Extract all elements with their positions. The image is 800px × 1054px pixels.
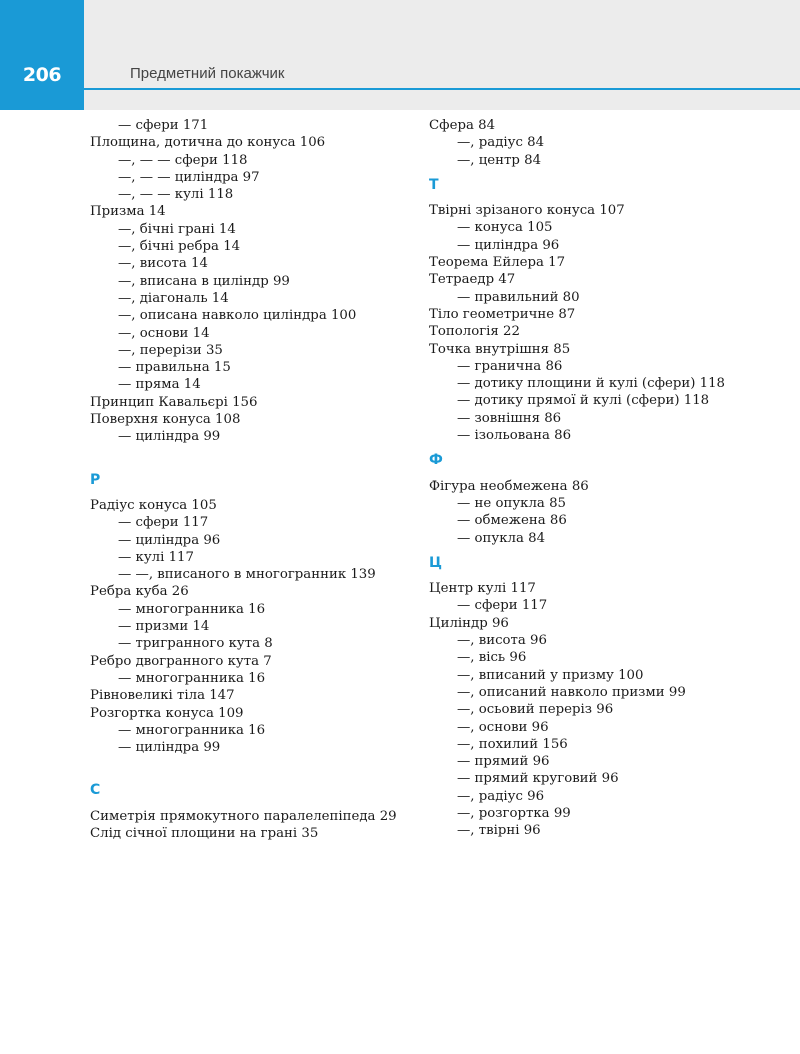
index-subentry: — циліндра 96: [457, 237, 560, 253]
index-subentry: —, розгортка 99: [457, 805, 571, 821]
index-subentry: —, радіус 84: [457, 135, 545, 151]
index-subentry: —, діагональ 14: [118, 290, 229, 306]
index-subentry: — конуса 105: [457, 220, 553, 236]
page-header: [0, 0, 800, 110]
index-subentry: —, осьовий переріз 96: [457, 702, 614, 718]
index-subentry: —, основи 14: [118, 325, 210, 341]
index-subentry: — зовнішня 86: [457, 410, 562, 426]
index-column-left: [90, 117, 410, 842]
index-subentry: — сфери 117: [118, 515, 209, 531]
index-entry: Сфера 84: [429, 118, 496, 133]
index-group-f: [429, 478, 800, 547]
index-entry: Ребра куба 26: [90, 584, 189, 600]
section-letter-s: С: [90, 782, 101, 799]
index-entry: Принцип Кавальєрі 156: [90, 394, 258, 410]
index-subentry: — прямий 96: [457, 754, 550, 770]
index-subentry: —, бічні ребра 14: [118, 239, 241, 255]
index-subentry: — тригранного кута 8: [118, 636, 273, 652]
index-subentry: —, вісь 96: [457, 650, 527, 666]
index-subentry: — циліндра 99: [118, 429, 221, 445]
index-entry: Симетрія прямокутного паралелепіпеда 29: [90, 808, 397, 824]
index-subentry: —, похилий 156: [457, 736, 568, 752]
index-subentry: —, вписаний у призму 100: [457, 667, 644, 683]
index-entry: Тетраедр 47: [429, 272, 516, 288]
index-group-ts: [429, 580, 800, 839]
index-subentry: — —, вписаного в многогранник 139: [118, 567, 376, 583]
index-subentry: — сфери 171: [118, 118, 209, 133]
index-entry: Точка внутрішня 85: [429, 341, 571, 357]
index-subentry: — не опукла 85: [457, 495, 567, 511]
index-subentry: —, — — кулі 118: [118, 187, 234, 203]
index-subentry: —, твірні 96: [457, 823, 541, 839]
index-group-t: [429, 202, 800, 444]
index-entry: Розгортка конуса 109: [90, 705, 244, 721]
index-subentry: —, вписана в циліндр 99: [118, 273, 290, 289]
index-subentry: — гранична 86: [457, 358, 563, 374]
index-subentry: —, основи 96: [457, 719, 549, 735]
index-subentry: —, — — сфери 118: [118, 152, 248, 168]
index-subentry: — прямий круговий 96: [457, 771, 619, 787]
index-entry: Циліндр 96: [429, 615, 509, 631]
index-group-r: [90, 497, 410, 756]
index-entry: Твірні зрізаного конуса 107: [429, 203, 625, 219]
index-entry: Радіус конуса 105: [90, 497, 217, 513]
index-entry: Тіло геометричне 87: [429, 306, 576, 322]
index-subentry: —, радіус 96: [457, 788, 545, 804]
index-entry: Площина, дотична до конуса 106: [90, 135, 326, 151]
section-letter-f: Ф: [429, 452, 443, 469]
index-subentry: —, перерізи 35: [118, 342, 223, 358]
index-subentry: — пряма 14: [118, 377, 201, 393]
index-subentry: — сфери 117: [457, 598, 548, 614]
index-entry: Центр кулі 117: [429, 581, 536, 597]
index-entry: Слід січної площини на грані 35: [90, 825, 319, 841]
page-title: Предметний покажчик: [130, 65, 285, 82]
page-number: 206: [22, 64, 62, 86]
index-subentry: — обмежена 86: [457, 513, 567, 529]
index-subentry: —, висота 14: [118, 256, 208, 272]
index-subentry: — многогранника 16: [118, 722, 266, 738]
index-subentry: — многогранника 16: [118, 601, 266, 617]
index-subentry: —, — — циліндра 97: [118, 169, 260, 185]
page-number-tab: [0, 0, 84, 110]
index-subentry: — правильний 80: [457, 289, 580, 305]
index-entry: Поверхня конуса 108: [90, 412, 241, 428]
index-subentry: —, центр 84: [457, 152, 542, 168]
index-entry: Рівновеликі тіла 147: [90, 688, 235, 704]
index-subentry: — многогранника 16: [118, 670, 266, 686]
index-subentry: — правильна 15: [118, 360, 231, 376]
index-column-right: [429, 117, 800, 840]
index-entry: Призма 14: [90, 204, 166, 220]
index-entry: Фігура необмежена 86: [429, 478, 589, 494]
index-subentry: — ізольована 86: [457, 428, 572, 444]
index-entry: Топологія 22: [429, 324, 520, 340]
index-subentry: —, описана навколо циліндра 100: [118, 308, 357, 324]
index-subentry: — кулі 117: [118, 549, 194, 565]
index-subentry: — призми 14: [118, 619, 210, 635]
index-subentry: — циліндра 99: [118, 740, 221, 756]
index-subentry: — дотику прямої й кулі (сфери) 118: [457, 393, 710, 409]
index-subentry: —, описаний навколо призми 99: [457, 684, 686, 700]
index-subentry: — опукла 84: [457, 530, 546, 546]
index-group-s: [90, 808, 410, 843]
index-subentry: — дотику площини й кулі (сфери) 118: [457, 376, 726, 392]
index-subentry: — циліндра 96: [118, 532, 221, 548]
index-group-p-continued: [90, 117, 410, 446]
index-subentry: —, бічні грані 14: [118, 221, 236, 237]
section-letter-r: Р: [90, 471, 101, 488]
section-letter-t: Т: [429, 176, 439, 193]
index-group-s-continued: [429, 117, 800, 169]
index-subentry: —, висота 96: [457, 633, 547, 649]
index-entry: Ребро двогранного кута 7: [90, 653, 272, 669]
header-divider: [84, 88, 800, 90]
index-entry: Теорема Ейлера 17: [429, 255, 566, 271]
section-letter-ts: Ц: [429, 554, 442, 571]
